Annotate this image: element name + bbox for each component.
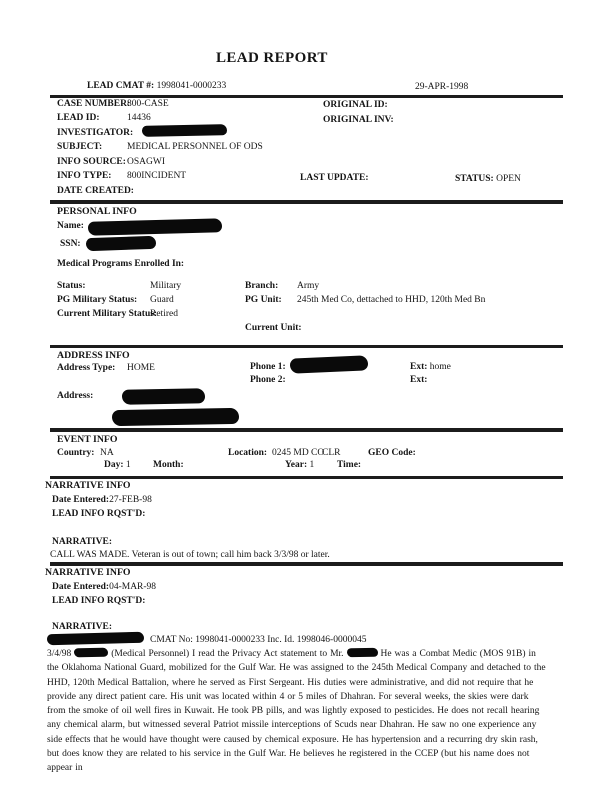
date-entered-value: 27-FEB-98 xyxy=(109,495,152,505)
para-mid: (Medical Personnel) I read the Privacy Act statement to Mr. xyxy=(111,649,344,659)
address-label: Address: xyxy=(57,391,94,401)
country-label: Country: xyxy=(57,448,95,458)
day-value: 1 xyxy=(125,460,131,470)
branch-label: Branch: xyxy=(245,281,279,291)
redaction-bar-inline-1 xyxy=(74,648,108,658)
divider-narrative1 xyxy=(50,476,563,479)
redaction-bar-name xyxy=(88,218,222,236)
original-id-label: ORIGINAL ID: xyxy=(323,100,388,110)
event-info-title: EVENT INFO xyxy=(57,434,118,445)
mil-status-value: Military xyxy=(150,281,182,291)
info-type-label: INFO TYPE: xyxy=(57,171,112,181)
redaction-bar-phone1 xyxy=(290,355,369,373)
current-unit-label: Current Unit: xyxy=(245,323,302,333)
ext2-label: Ext: xyxy=(410,375,428,385)
date-entered-label: Date Entered: xyxy=(52,582,110,592)
date-created-label: DATE CREATED: xyxy=(57,186,134,196)
mil-status-label: Status: xyxy=(57,281,86,291)
narrative2-date-entered xyxy=(52,581,156,593)
info-source-label: INFO SOURCE: xyxy=(57,157,126,167)
phone2-label: Phone 2: xyxy=(250,375,286,385)
pg-unit-label: PG Unit: xyxy=(245,295,282,305)
report-date: 29-APR-1998 xyxy=(415,82,469,92)
pg-unit-value: 245th Med Co, dettached to HHD, 120th Med Bn xyxy=(297,295,486,305)
para-rest: He was a Combat Medic (MOS 91B) in the Oklahoma National Guard, mobilized for the Gulf War. He was assigned to the 245th Medical Company and detached to the HHD, 120th Medical Battalion, where he served as First Sergeant. His duties were administrative, and did not require that he provide any direct patient care. His unit was located within 4 or 5 miles of Dhahran. For several weeks, the skies were dark from the smoke of oil well fires in Kuwait. He took PB pills, and was lightly exposed to pesticides. He does not recall hearing any chemical alarm, but witnessed several Patriot missile interceptions of Scuds near Dhahran. He saw no one experience any side effects that he would have thought were caused by chemical exposure. He has hypertension and a recurring dry skin rash, but does know they are related to his service in the Gulf War. He believes he registered in the CCEP (but his name does not appear in xyxy=(47,649,546,774)
geo-code-label: GEO Code: xyxy=(368,448,416,458)
narrative1-text: CALL WAS MADE. Veteran is out of town; call him back 3/3/98 or later. xyxy=(50,550,330,560)
info-source-value: OSAGWI xyxy=(127,157,165,167)
case-number-label: CASE NUMBER: xyxy=(57,99,131,109)
personal-info-title: PERSONAL INFO xyxy=(57,206,137,217)
pg-military-status-label: PG Military Status: xyxy=(57,295,138,305)
narrative2-narrative-label: NARRATIVE: xyxy=(52,622,112,632)
location-clr: CLR xyxy=(322,448,341,458)
subject-label: SUBJECT: xyxy=(57,142,103,152)
year-label: Year: xyxy=(285,460,308,470)
lead-cmat-value: 1998041-0000233 xyxy=(156,81,227,91)
narrative1-narrative-label: NARRATIVE: xyxy=(52,537,112,547)
ext1-value: home xyxy=(429,362,451,372)
redaction-bar-address-2 xyxy=(112,408,239,426)
location-label: Location: xyxy=(228,448,268,458)
investigator-label: INVESTIGATOR: xyxy=(57,128,134,138)
info-type-value: 800INCIDENT xyxy=(127,171,187,181)
ssn-label: SSN: xyxy=(60,239,81,249)
day-label: Day: xyxy=(104,460,124,470)
redaction-bar-narrative-lead xyxy=(47,632,144,646)
narrative2-title: NARRATIVE INFO xyxy=(45,567,131,578)
divider-address xyxy=(50,345,563,348)
narrative2-paragraph xyxy=(47,647,547,776)
redaction-bar-inline-2 xyxy=(346,648,377,658)
country-value: NA xyxy=(100,448,114,458)
pg-military-status-value: Guard xyxy=(150,295,174,305)
year-line xyxy=(285,459,314,471)
last-update-label: LAST UPDATE: xyxy=(300,173,369,183)
lead-id-label: LEAD ID: xyxy=(57,113,100,123)
case-number-value: 800-CASE xyxy=(127,99,169,109)
redaction-bar-ssn xyxy=(86,236,156,251)
day-line xyxy=(104,459,131,471)
date-entered-value: 04-MAR-98 xyxy=(109,582,157,592)
lead-id-value: 14436 xyxy=(127,113,151,123)
narrative1-title: NARRATIVE INFO xyxy=(45,480,131,491)
divider-personal xyxy=(50,200,563,204)
status-label: STATUS: xyxy=(455,174,494,184)
redaction-bar-address-1 xyxy=(122,388,205,404)
status-value: OPEN xyxy=(496,174,521,184)
narrative1-lead-info-label: LEAD INFO RQST'D: xyxy=(52,509,146,519)
ext1-label: Ext: xyxy=(410,362,428,372)
name-label: Name: xyxy=(57,221,84,231)
narrative1-date-entered xyxy=(52,494,152,506)
redaction-bar-investigator xyxy=(142,124,227,137)
divider-event xyxy=(50,428,563,432)
medical-programs-label: Medical Programs Enrolled In: xyxy=(57,259,185,269)
current-military-status-label: Current Military Status: xyxy=(57,309,158,319)
ext1-line xyxy=(410,361,451,373)
lead-cmat-label: LEAD CMAT #: xyxy=(87,81,155,91)
current-military-status-value: Retired xyxy=(150,309,178,319)
page-title: LEAD REPORT xyxy=(216,50,328,66)
phone1-label: Phone 1: xyxy=(250,362,286,372)
address-info-title: ADDRESS INFO xyxy=(57,350,130,361)
cmat-line: CMAT No: 1998041-0000233 Inc. Id. 1998046-0000045 xyxy=(150,635,367,645)
address-type-label: Address Type: xyxy=(57,363,116,373)
time-label: Time: xyxy=(337,460,362,470)
status-line xyxy=(455,173,521,185)
divider-narrative2 xyxy=(50,562,563,566)
para-date: 3/4/98 xyxy=(47,649,72,659)
subject-value: MEDICAL PERSONNEL OF ODS xyxy=(127,142,263,152)
narrative2-lead-info-label: LEAD INFO RQST'D: xyxy=(52,596,146,606)
date-entered-label: Date Entered: xyxy=(52,495,110,505)
lead-cmat-line xyxy=(87,80,226,92)
original-inv-label: ORIGINAL INV: xyxy=(323,115,394,125)
location-value: 0245 MD CO xyxy=(272,448,325,458)
address-type-value: HOME xyxy=(127,363,155,373)
month-label: Month: xyxy=(153,460,184,470)
year-value: 1 xyxy=(309,460,315,470)
branch-value: Army xyxy=(297,281,320,291)
